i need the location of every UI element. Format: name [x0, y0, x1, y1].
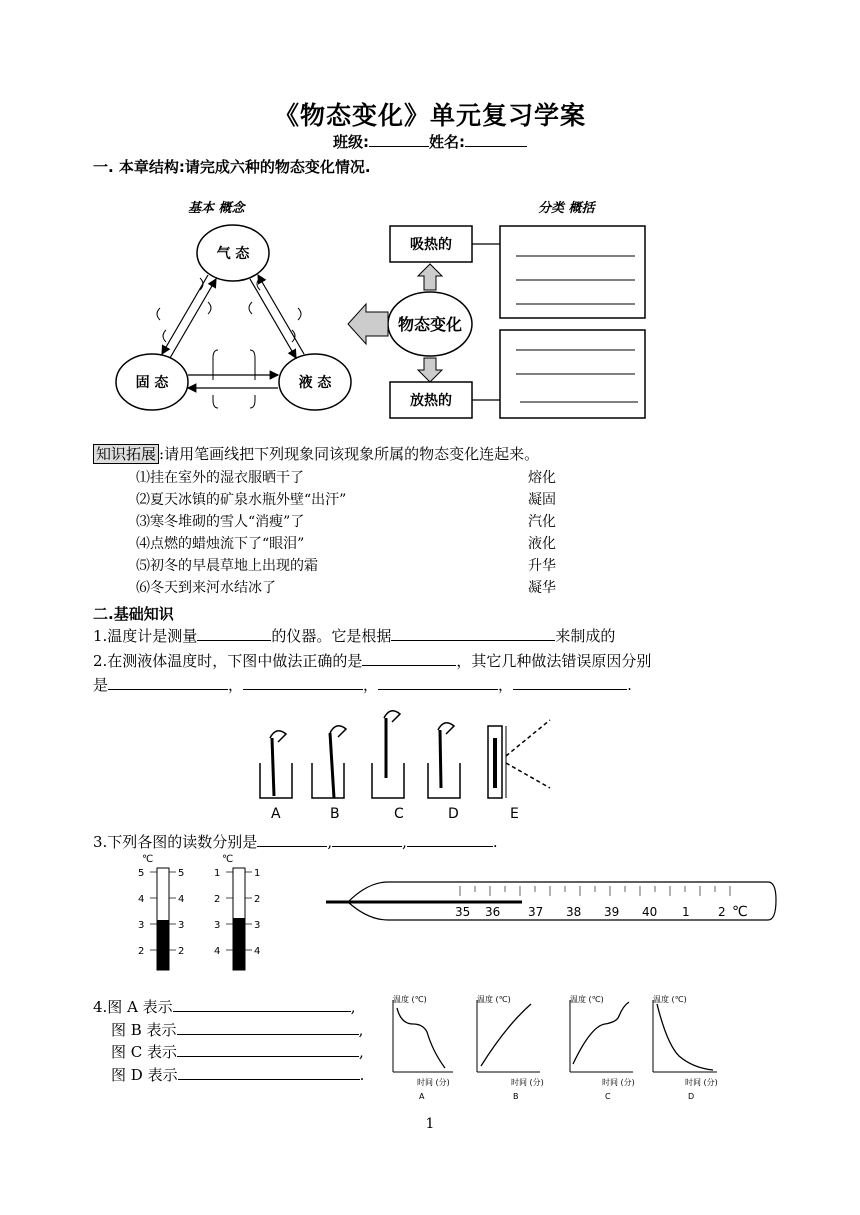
svg-text:1: 1 [254, 868, 261, 879]
svg-text:36: 36 [485, 905, 501, 919]
svg-text:3: 3 [178, 920, 185, 931]
question-4: 4.图 A 表示 , 图 B 表示 , 图 C 表示 , 图 D 表示 . [93, 998, 365, 1084]
svg-text:温度 (℃): 温度 (℃) [570, 995, 604, 1004]
down-arrow [418, 358, 442, 382]
class-name-line [0, 131, 860, 152]
gas-to-liquid-arrow [250, 279, 296, 358]
svg-text:5: 5 [138, 868, 145, 879]
svg-text:时间 (分): 时间 (分) [685, 1078, 718, 1087]
question-2: 2.在测液体温度时，下图中做法正确的是 ，其它几种做法错误原因分别 [93, 652, 652, 670]
liquid-label: 液 态 [298, 375, 332, 391]
q2-blank-4[interactable] [513, 674, 627, 690]
list-item: ⑴挂在室外的湿衣服晒干了 熔化 [136, 467, 556, 489]
curve-a [397, 1008, 445, 1068]
answer-option[interactable]: 液化 [528, 536, 556, 552]
answer-option[interactable]: 汽化 [528, 514, 556, 530]
q1-blank-1[interactable] [197, 625, 271, 641]
q1-blank-2[interactable] [391, 625, 555, 641]
gas-label: 气 态 [216, 246, 250, 262]
beaker-figure [250, 708, 580, 823]
svg-text:2: 2 [254, 894, 261, 905]
q4-blank-a[interactable] [173, 996, 351, 1012]
svg-text:39: 39 [604, 905, 620, 919]
expansion-list [136, 467, 556, 599]
center-label: 物态变化 [397, 315, 463, 334]
question-2-cont: 是 ， ， ， . [93, 676, 632, 694]
svg-text:时间 (分): 时间 (分) [511, 1078, 544, 1087]
name-label: 姓名: [429, 133, 465, 151]
graph-label-a: A [419, 1092, 425, 1101]
expansion-instruction [93, 443, 539, 464]
up-arrow [418, 264, 442, 290]
page-number: 1 [425, 1116, 435, 1132]
label-e: E [510, 806, 519, 822]
release-label: 放热的 [410, 393, 452, 409]
section2-heading: 二.基础知识 [93, 605, 174, 623]
solid-label: 固 态 [135, 375, 169, 391]
q3-blank-1[interactable] [257, 831, 327, 847]
liquid-to-gas-arrow [258, 275, 304, 354]
class-label: 班级: [333, 133, 369, 151]
svg-text:2: 2 [718, 905, 726, 919]
list-item: ⑹冬天到来河水结冰了 凝华 [136, 577, 556, 599]
curve-b [481, 1004, 531, 1066]
svg-text:1: 1 [214, 868, 221, 879]
svg-text:5: 5 [178, 868, 185, 879]
svg-text:40: 40 [642, 905, 658, 919]
q2-blank-2[interactable] [243, 674, 363, 690]
svg-text:3: 3 [138, 920, 145, 931]
structure-diagram [100, 190, 660, 425]
list-item: ⑸初冬的早晨草地上出现的霜 升华 [136, 555, 556, 577]
svg-text:1: 1 [682, 905, 690, 919]
question-1: 1.温度计是测量 的仪器。它是根据 来制成的 [93, 627, 616, 645]
svg-text:时间 (分): 时间 (分) [602, 1078, 635, 1087]
svg-text:4: 4 [178, 894, 185, 905]
list-item: ⑵夏天冰镇的矿泉水瓶外壁“出汗” 凝固 [136, 489, 556, 511]
temperature-graphs [385, 990, 750, 1105]
label-d: D [448, 806, 459, 822]
q2-blank-1[interactable] [108, 674, 228, 690]
svg-text:3: 3 [254, 920, 261, 931]
svg-text:温度 (℃): 温度 (℃) [477, 995, 511, 1004]
list-item: ⑷点燃的蜡烛流下了“眼泪” 液化 [136, 533, 556, 555]
thermometer-figure [130, 850, 780, 975]
q4-blank-b[interactable] [177, 1019, 359, 1035]
class-blank[interactable] [369, 131, 429, 147]
clinical-unit: ℃ [732, 904, 748, 920]
svg-text:37: 37 [528, 905, 544, 919]
list-item: ⑶寒冬堆砌的雪人“消瘦”了 汽化 [136, 511, 556, 533]
svg-text:35: 35 [455, 905, 471, 919]
q3-blank-2[interactable] [332, 831, 402, 847]
question-3: 3.下列各图的读数分别是 , , . [93, 833, 498, 851]
answer-option[interactable]: 升华 [528, 558, 556, 574]
svg-text:温度 (℃): 温度 (℃) [653, 995, 687, 1004]
right-header: 分类 概括 [538, 201, 595, 216]
thermo-left-unit: ℃ [142, 854, 154, 865]
graph-label-b: B [513, 1092, 519, 1101]
gas-to-solid-arrow [162, 275, 208, 354]
page-title: 《物态变化》单元复习学案 [273, 101, 586, 130]
svg-text:时间 (分): 时间 (分) [417, 1078, 450, 1087]
answer-option[interactable]: 凝固 [528, 492, 556, 508]
expansion-text: :请用笔画线把下列现象同该现象所属的物态变化连起来。 [159, 445, 540, 463]
svg-text:温度 (℃): 温度 (℃) [393, 995, 427, 1004]
svg-text:3: 3 [214, 920, 221, 931]
svg-text:2: 2 [138, 946, 145, 957]
absorb-label: 吸热的 [410, 237, 452, 253]
curve-d [657, 1004, 713, 1070]
section1-heading: 一. 本章结构:请完成六种的物态变化情况. [93, 158, 371, 176]
q3-blank-3[interactable] [407, 831, 493, 847]
curve-c [573, 1002, 629, 1064]
q2-blank-correct[interactable] [362, 650, 456, 666]
svg-text:38: 38 [566, 905, 582, 919]
q2-blank-3[interactable] [378, 674, 498, 690]
svg-text:2: 2 [214, 894, 221, 905]
solid-to-gas-arrow [170, 279, 216, 358]
expansion-tag: 知识拓展 [93, 444, 159, 464]
name-blank[interactable] [465, 131, 527, 147]
label-c: C [394, 806, 404, 822]
svg-text:4: 4 [254, 946, 261, 957]
label-a: A [271, 806, 281, 822]
answer-option[interactable]: 熔化 [528, 470, 556, 486]
left-header: 基本 概念 [188, 201, 245, 216]
graph-label-d: D [688, 1092, 695, 1101]
svg-text:4: 4 [138, 894, 145, 905]
graph-label-c: C [605, 1092, 611, 1101]
svg-text:2: 2 [178, 946, 185, 957]
big-left-arrow [348, 304, 388, 344]
answer-option[interactable]: 凝华 [528, 580, 556, 596]
svg-text:4: 4 [214, 946, 221, 957]
thermo-mid-unit: ℃ [222, 854, 234, 865]
q4-blank-d[interactable] [178, 1064, 360, 1080]
q4-blank-c[interactable] [177, 1041, 359, 1057]
label-b: B [330, 806, 340, 822]
